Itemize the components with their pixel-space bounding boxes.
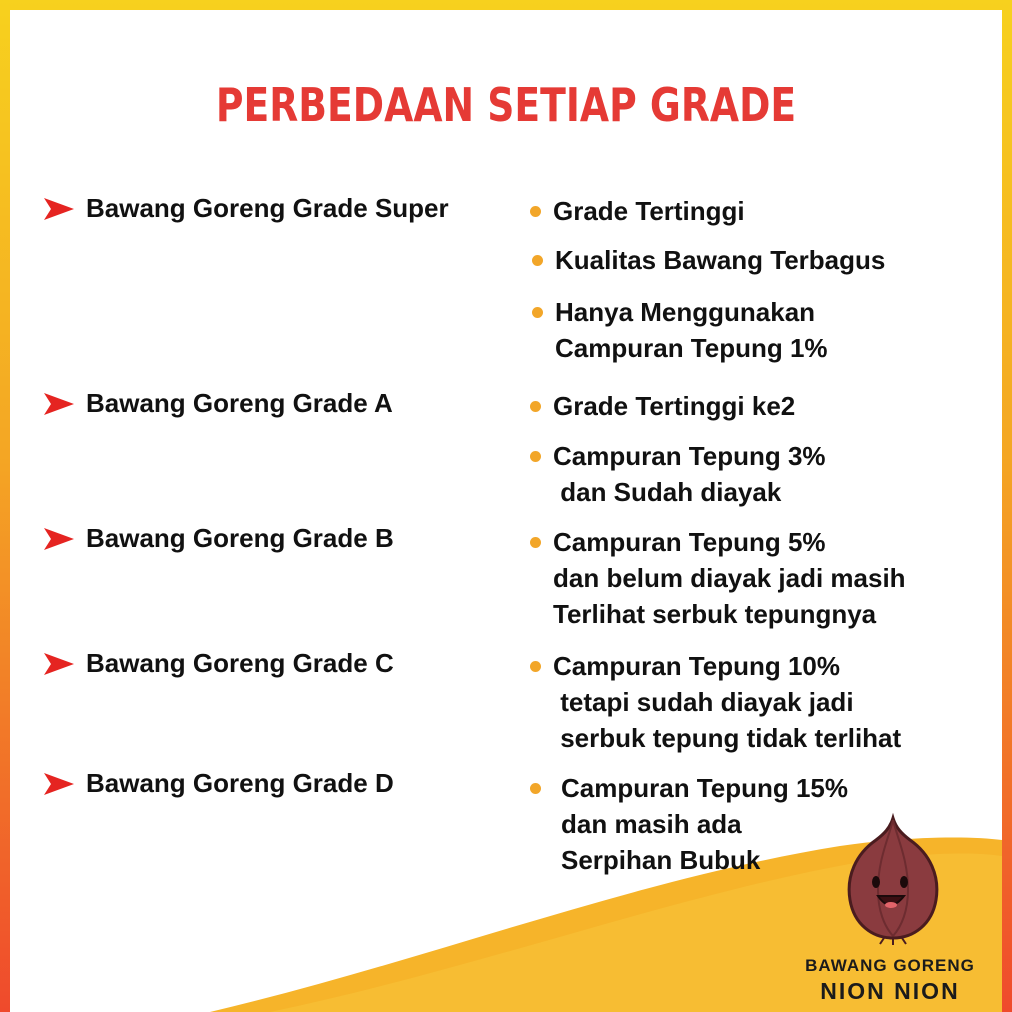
red-arrow-icon [44,653,74,675]
grade-row-d [44,768,394,799]
grade-row-a [44,388,393,419]
info-card [10,10,1002,1012]
grade-point: Campuran Tepung 5% dan belum diayak jadi masih Terlihat serbuk tepungnya [530,524,906,632]
grade-point: Hanya Menggunakan Campuran Tepung 1% [532,294,828,366]
grade-point: Grade Tertinggi [530,193,745,229]
grade-label: Bawang Goreng Grade Super [86,193,449,223]
grade-point: Campuran Tepung 10% tetapi sudah diayak jadi serbuk tepung tidak terlihat [530,648,901,756]
grade-point: Grade Tertinggi ke2 [530,388,795,424]
orange-dot-icon [532,255,543,266]
orange-dot-icon [532,307,543,318]
orange-dot-icon [530,661,541,672]
brand-line-2: NION NION [820,978,960,1004]
grade-label: Bawang Goreng Grade B [86,523,394,553]
grade-label: Bawang Goreng Grade D [86,768,394,798]
brand-line-1: BAWANG GORENG [805,956,975,975]
red-arrow-icon [44,773,74,795]
grade-label: Bawang Goreng Grade C [86,648,394,678]
brand-logo-text [780,956,1000,1005]
red-arrow-icon [44,528,74,550]
grade-label: Bawang Goreng Grade A [86,388,393,418]
grade-row-c [44,648,394,679]
orange-dot-icon [530,451,541,462]
grade-point: Kualitas Bawang Terbagus [532,242,885,278]
onion-mascot-icon [838,810,948,945]
orange-dot-icon [530,537,541,548]
grade-point: Campuran Tepung 3% dan Sudah diayak [530,438,826,510]
red-arrow-icon [44,198,74,220]
grade-row-super [44,193,449,224]
red-arrow-icon [44,393,74,415]
grade-row-b [44,523,394,554]
orange-dot-icon [530,401,541,412]
orange-dot-icon [530,206,541,217]
page-title: PERBEDAAN SETIAP GRADE [215,78,797,132]
grade-point: Campuran Tepung 15% dan masih ada Serpihan Bubuk [530,770,848,878]
orange-dot-icon [530,783,541,794]
